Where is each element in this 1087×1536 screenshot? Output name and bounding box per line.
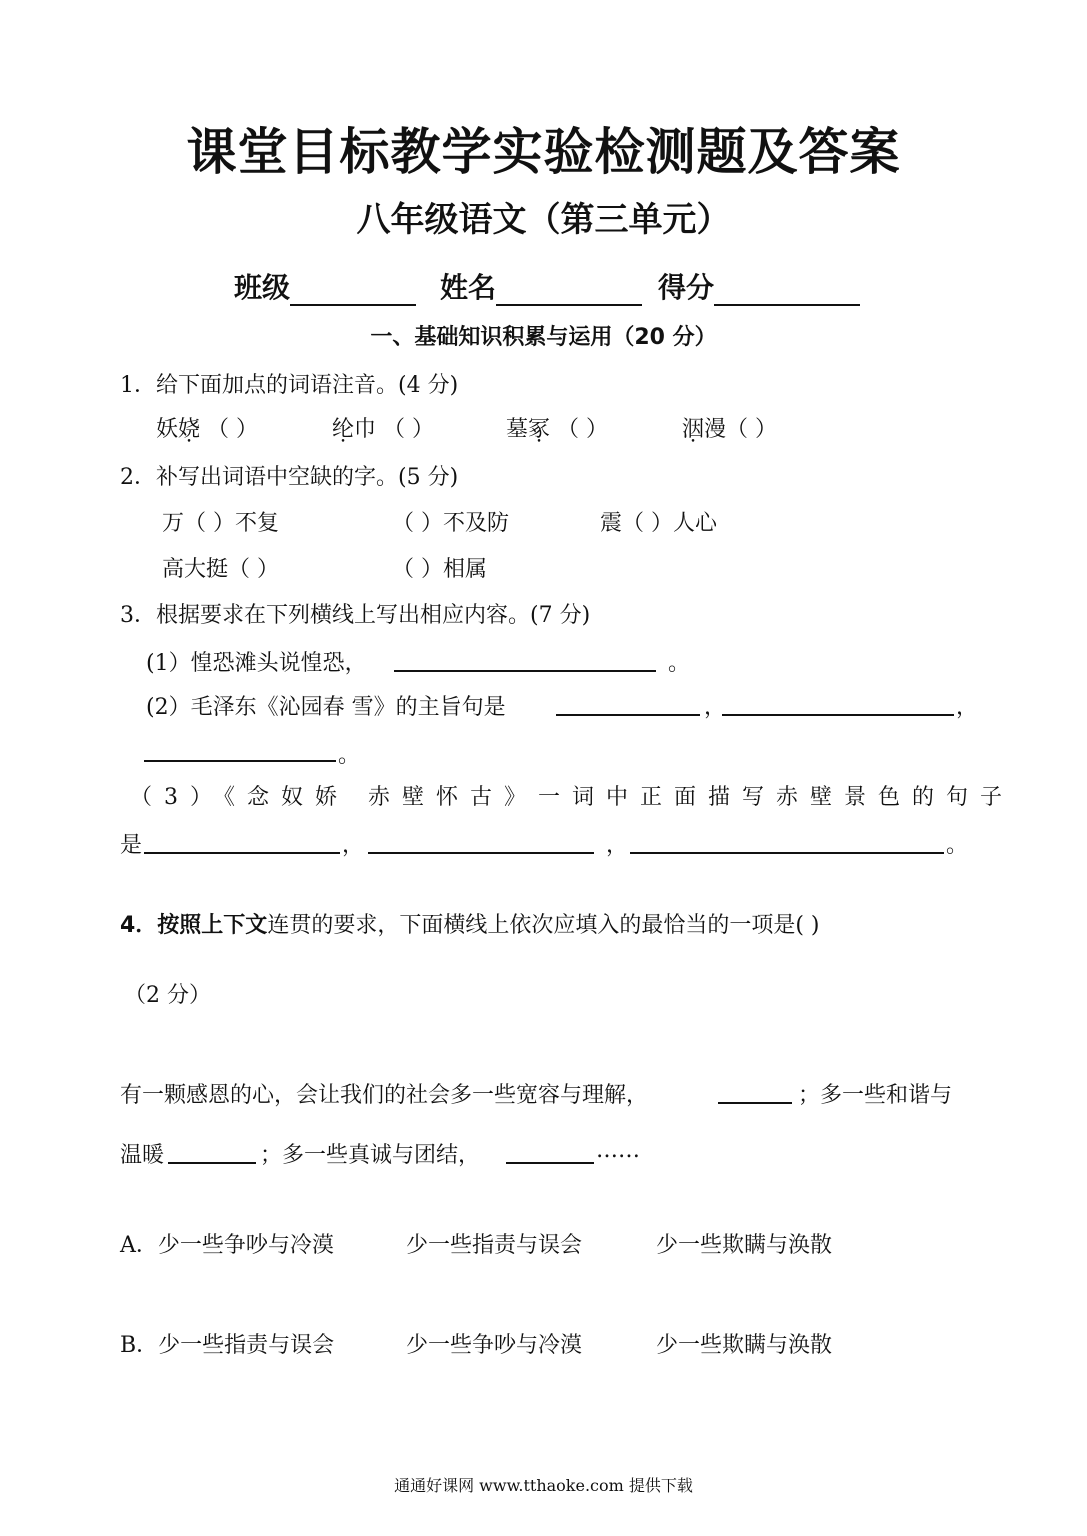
q3-part2-blank-3 [144, 760, 336, 762]
q4-blank-2 [168, 1162, 256, 1164]
q3-comma: ， [956, 695, 979, 720]
name-field [440, 266, 642, 306]
q2-item: 万（ ）不复 [162, 511, 279, 536]
dotted-char: 冢 [528, 417, 551, 442]
q3-comma: ， [704, 695, 727, 720]
answer-paren: （ ） [557, 417, 609, 442]
class-field [234, 266, 416, 306]
q4-para-2c: …… [596, 1138, 640, 1163]
option-a: A．少一些争吵与冷漠 [120, 1233, 334, 1258]
q3-part3-blank-1 [144, 852, 340, 854]
q4-para-1a: 有一颗感恩的心，会让我们的社会多一些宽容与理解， [120, 1083, 649, 1108]
option-a-c: 少一些欺瞒与涣散 [656, 1233, 833, 1258]
section-heading: 一、基础知识积累与运用（20 分） [370, 325, 717, 350]
page-subtitle: 八年级语文（第三单元） [356, 200, 731, 240]
option-b: B．少一些指责与误会 [120, 1333, 335, 1358]
q3-stem: 3．根据要求在下列横线上写出相应内容。(7 分) [120, 603, 591, 628]
q3-part1-end: 。 [668, 651, 691, 676]
answer-paren: （ ） [207, 417, 259, 442]
q4-stem-bold: 4．按照上下文 [120, 913, 268, 938]
word-char: 妖 [156, 417, 179, 442]
class-label: 班级 [234, 271, 291, 304]
option-b-c: 少一些欺瞒与涣散 [656, 1333, 833, 1358]
word-char: 巾 [354, 417, 377, 442]
q3-part2-blank-1 [556, 714, 700, 716]
q1-word-2 [332, 412, 434, 443]
q2-item: 高大挺（ ） [162, 557, 279, 582]
dotted-char: 娆 [178, 417, 201, 442]
q3-part3-blank-3 [630, 852, 944, 854]
q3-period: 。 [946, 833, 969, 858]
word-char: 墓 [506, 417, 529, 442]
q3-part2-blank-2 [722, 714, 954, 716]
q3-part1-blank [394, 670, 656, 672]
q4-para-2a: 温暖 [120, 1143, 165, 1168]
q4-score: （2 分） [124, 983, 211, 1008]
score-blank [714, 274, 860, 306]
name-label: 姓名 [440, 271, 497, 304]
q1-word-4 [682, 412, 777, 443]
q2-stem: 2．补写出词语中空缺的字。(5 分) [120, 465, 459, 490]
option-a-b: 少一些指责与误会 [406, 1233, 583, 1258]
q3-part3-is: 是 [120, 833, 143, 858]
q1-stem: 1．给下面加点的词语注音。(4 分) [120, 373, 459, 398]
q1-word-1 [156, 412, 258, 443]
q4-blank-1 [718, 1102, 792, 1104]
q3-comma: ， [606, 833, 629, 858]
q3-comma: ， [342, 833, 365, 858]
q3-part1: (1）惶恐滩头说惶恐， [146, 651, 367, 676]
answer-paren: （ ） [726, 417, 778, 442]
q1-word-3 [506, 412, 608, 443]
q2-item: （ ）相属 [392, 557, 487, 582]
q4-stem [120, 908, 819, 939]
q3-part3-blank-2 [368, 852, 594, 854]
footer-credit: 通通好课网 www.tthaoke.com 提供下载 [394, 1476, 693, 1495]
option-b-b: 少一些争吵与冷漠 [406, 1333, 583, 1358]
score-field [658, 266, 860, 306]
dotted-char: 纶 [332, 417, 355, 442]
q3-part3: （3）《念奴娇 赤壁怀古》一词中正面描写赤壁景色的句子 [130, 785, 1014, 810]
word-char: 漫 [704, 417, 727, 442]
q4-para-2b: ；多一些真诚与团结， [260, 1143, 481, 1168]
dotted-char: 洇 [682, 417, 705, 442]
answer-paren: （ ） [383, 417, 435, 442]
q4-stem-rest: 连贯的要求，下面横线上依次应填入的最恰当的一项是( ) [267, 913, 820, 938]
q4-blank-3 [506, 1162, 594, 1164]
class-blank [290, 274, 416, 306]
q2-item: （ ）不及防 [392, 511, 509, 536]
score-label: 得分 [658, 271, 715, 304]
name-blank [496, 274, 642, 306]
q2-item: 震（ ）人心 [600, 511, 717, 536]
q3-period: 。 [338, 743, 361, 768]
q3-part2: (2）毛泽东《沁园春 雪》的主旨句是 [146, 695, 506, 720]
q4-para-1b: ；多一些和谐与 [798, 1083, 953, 1108]
page-title: 课堂目标教学实验检测题及答案 [186, 123, 901, 181]
